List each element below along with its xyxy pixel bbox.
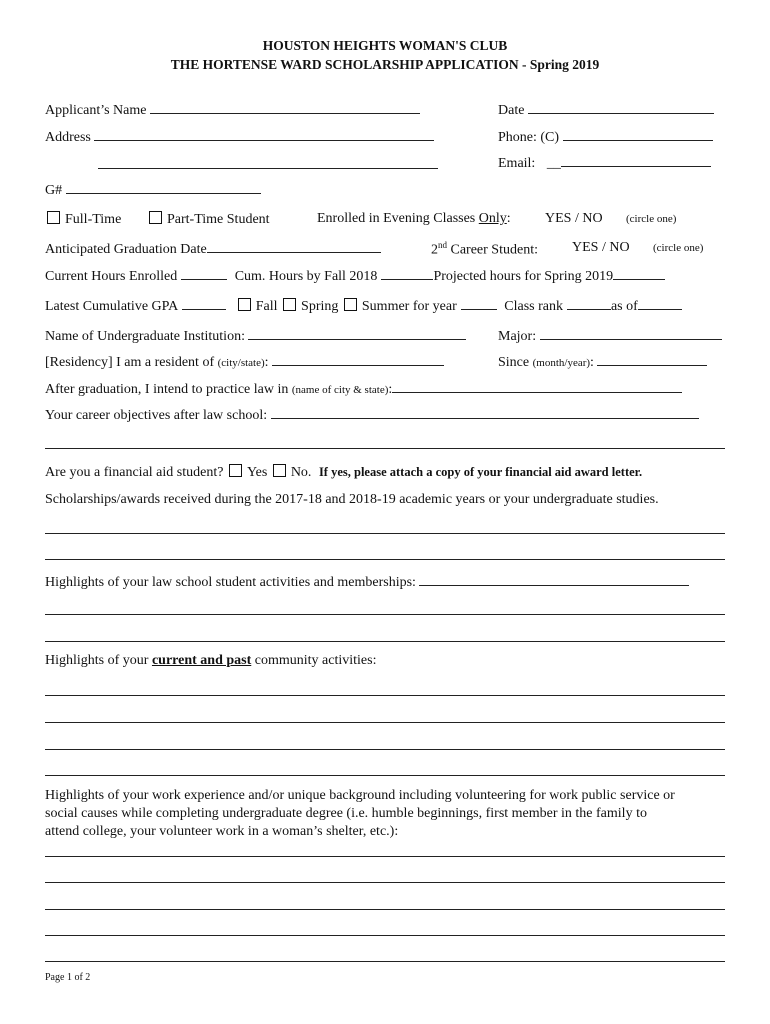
residency-row [45, 353, 444, 371]
financial-aid-no-label: No. [290, 465, 312, 480]
as-of-label: as of [610, 299, 638, 314]
residency-colon: : [264, 355, 269, 370]
form-org-title: HOUSTON HEIGHTS WOMAN'S CLUB [262, 38, 508, 53]
full-time-option[interactable] [47, 211, 121, 228]
practice-law-label: After graduation, I intend to practice law in [45, 382, 292, 397]
financial-aid-label: Are you a financial aid student? [45, 465, 224, 480]
hours-row [45, 267, 665, 285]
address-field-line2[interactable] [98, 168, 438, 169]
scholarships-label: Scholarships/awards received during the 2017-18 and 2018-19 academic years or your undergraduate studies. [45, 492, 659, 507]
second-career-text: Career Student: [450, 242, 538, 258]
practice-law-colon: : [388, 382, 393, 397]
projected-hours-field[interactable] [613, 267, 665, 280]
summer-year-field[interactable] [461, 297, 497, 310]
work-experience-line-1: Highlights of your work experience and/or unique background including volunteering for work public service or [45, 788, 675, 803]
projected-hours-label: Projected hours for Spring 2019 [433, 269, 614, 284]
current-hours-label: Current Hours Enrolled [45, 269, 178, 284]
applicant-name-row [45, 101, 420, 119]
cum-hours-field[interactable] [381, 267, 433, 280]
address-row [45, 128, 434, 146]
graduation-row [45, 240, 381, 258]
institution-field[interactable] [248, 327, 466, 340]
career-objectives-line[interactable] [45, 448, 725, 449]
scholarships-line-2[interactable] [45, 559, 725, 560]
major-field[interactable] [540, 327, 722, 340]
evening-classes-label [317, 211, 511, 227]
spring-label: Spring [301, 299, 339, 314]
community-line-4[interactable] [45, 775, 725, 776]
part-time-option[interactable] [149, 211, 270, 228]
page-number: Page 1 of 2 [45, 972, 91, 983]
residency-field[interactable] [272, 353, 444, 366]
circle-one-note-2: (circle one) [653, 242, 704, 254]
date-row [498, 101, 714, 119]
work-experience-answer-1[interactable] [45, 856, 725, 857]
residency-label: [Residency] I am a resident of [45, 355, 218, 370]
activities-line-2[interactable] [45, 641, 725, 642]
career-objectives-row [45, 406, 699, 424]
part-time-label: Part-Time Student [167, 212, 270, 227]
community-line-1[interactable] [45, 695, 725, 696]
graduation-label: Anticipated Graduation Date [45, 242, 207, 257]
email-row [498, 154, 711, 172]
g-number-label: G# [45, 183, 63, 198]
institution-label: Name of Undergraduate Institution: [45, 329, 245, 344]
community-text-c: community activities: [251, 653, 377, 668]
address-label: Address [45, 130, 91, 145]
fall-checkbox[interactable] [238, 298, 251, 311]
since-label: Since [498, 355, 533, 370]
gpa-row [45, 297, 682, 315]
career-objectives-field[interactable] [271, 406, 699, 419]
scholarships-line-1[interactable] [45, 533, 725, 534]
graduation-field[interactable] [207, 240, 381, 253]
second-career-num: 2 [431, 242, 438, 258]
full-time-checkbox[interactable] [47, 211, 60, 224]
second-career-label [431, 240, 538, 259]
since-field[interactable] [597, 353, 707, 366]
address-field-line1[interactable] [94, 128, 434, 141]
activities-field[interactable] [419, 573, 689, 586]
evening-classes-text: Enrolled in Evening Classes [317, 211, 479, 226]
fall-label: Fall [255, 299, 278, 314]
since-hint: (month/year) [532, 357, 591, 369]
work-experience-line-2: social causes while completing undergraduate degree (i.e. humble beginnings, first member in the family to [45, 806, 647, 821]
practice-law-hint: (name of city & state) [291, 384, 389, 396]
spring-checkbox[interactable] [283, 298, 296, 311]
practice-law-field[interactable] [392, 380, 682, 393]
g-number-row [45, 181, 261, 199]
financial-aid-no-checkbox[interactable] [273, 464, 286, 477]
email-mark: __ [546, 156, 561, 171]
phone-field[interactable] [563, 128, 713, 141]
form-title: THE HORTENSE WARD SCHOLARSHIP APPLICATION - Spring 2019 [170, 57, 600, 72]
residency-hint: (city/state) [217, 357, 265, 369]
work-experience-answer-4[interactable] [45, 935, 725, 936]
work-experience-answer-5[interactable] [45, 961, 725, 962]
phone-row [498, 128, 713, 146]
current-hours-field[interactable] [181, 267, 227, 280]
community-line-2[interactable] [45, 722, 725, 723]
since-row [498, 353, 707, 371]
class-rank-field[interactable] [567, 297, 611, 310]
gpa-label: Latest Cumulative GPA [45, 299, 179, 314]
activities-label: Highlights of your law school student activities and memberships: [45, 575, 416, 590]
second-career-yes-no[interactable]: YES / NO [572, 240, 630, 255]
email-label: Email: [498, 156, 536, 171]
cum-hours-label: Cum. Hours by Fall 2018 [234, 269, 378, 284]
summer-checkbox[interactable] [344, 298, 357, 311]
work-experience-answer-2[interactable] [45, 882, 725, 883]
work-experience-line-3: attend college, your volunteer work in a woman’s shelter, etc.): [45, 824, 399, 839]
g-number-field[interactable] [66, 181, 261, 194]
financial-aid-note: If yes, please attach a copy of your financial aid award letter. [318, 465, 643, 479]
evening-colon: : [506, 211, 511, 226]
work-experience-answer-3[interactable] [45, 909, 725, 910]
part-time-checkbox[interactable] [149, 211, 162, 224]
summer-label: Summer for year [361, 299, 457, 314]
since-colon: : [590, 355, 594, 370]
community-text-a: Highlights of your [45, 653, 152, 668]
full-time-label: Full-Time [65, 212, 122, 227]
activities-row [45, 573, 689, 591]
class-rank-label: Class rank [504, 299, 563, 314]
institution-row [45, 327, 466, 345]
financial-aid-yes-checkbox[interactable] [229, 464, 242, 477]
email-field[interactable] [561, 154, 711, 167]
community-label [45, 653, 376, 669]
major-row [498, 327, 722, 345]
applicant-name-field[interactable] [150, 101, 420, 114]
phone-label: Phone: (C) [498, 130, 560, 145]
career-objectives-label: Your career objectives after law school: [45, 408, 268, 423]
second-career-sup: nd [438, 240, 447, 250]
date-label: Date [498, 103, 525, 118]
as-of-field[interactable] [638, 297, 682, 310]
date-field[interactable] [528, 101, 714, 114]
community-line-3[interactable] [45, 749, 725, 750]
practice-law-row [45, 380, 682, 398]
financial-aid-row [45, 464, 642, 481]
financial-aid-yes-label: Yes [246, 465, 268, 480]
circle-one-note-1: (circle one) [626, 213, 677, 225]
major-label: Major: [498, 329, 537, 344]
activities-line-1[interactable] [45, 614, 725, 615]
community-text-b: current and past [151, 653, 252, 668]
gpa-field[interactable] [182, 297, 226, 310]
applicant-name-label: Applicant’s Name [45, 103, 147, 118]
evening-only-text: Only [478, 211, 507, 226]
evening-yes-no[interactable]: YES / NO [545, 211, 603, 226]
